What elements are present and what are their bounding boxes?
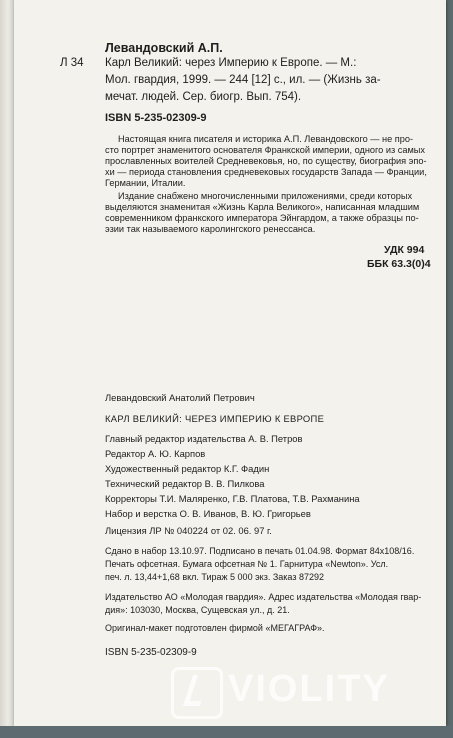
card-annotation-1-line-5: Германии, Италии. — [105, 178, 186, 188]
card-annotation-1-line-3: прославленных воителей Средневековья, но, по существу, биография эпо- — [105, 156, 427, 166]
imprint-license: Лицензия ЛР № 040224 от 02. 06. 97 г. — [105, 525, 272, 536]
card-author-heading: Левандовский А.П. — [105, 41, 223, 55]
imprint-staff-3: Художественный редактор К.Г. Фадин — [105, 463, 270, 474]
card-bbk: ББК 63.3(0)4 — [367, 258, 431, 270]
card-entry-line-3: мечат. людей. Сер. биогр. Вып. 754). — [105, 91, 302, 103]
imprint-print-info-1: Сдано в набор 13.10.97. Подписано в печать 01.04.98. Формат 84х108/16. — [105, 546, 415, 556]
card-entry-line-1: Карл Великий: через Империю к Европе. — М.: — [105, 57, 357, 69]
card-annotation-2-line-2: выделяются знаменитая «Жизнь Карла Великого», написанная младшим — [105, 202, 420, 212]
imprint-title: КАРЛ ВЕЛИКИЙ: ЧЕРЕЗ ИМПЕРИЮ К ЕВРОПЕ — [105, 413, 325, 424]
imprint-layout-credit: Оригинал-макет подготовлен фирмой «МЕГАГРАФ». — [105, 623, 325, 633]
card-annotation-1-line-4: хи — периода становления средневековых государств Запада — Франции, — [105, 167, 427, 177]
imprint-publisher-2: дия»: 103030, Москва, Сущевская ул., д. 21. — [105, 605, 290, 615]
card-isbn: ISBN 5-235-02309-9 — [105, 112, 207, 124]
imprint-staff-5: Корректоры Т.И. Маляренко, Г.В. Платова, Т.В. Рахманина — [105, 493, 360, 504]
imprint-author: Левандовский Анатолий Петрович — [105, 392, 255, 403]
imprint-staff-6: Набор и верстка О. В. Иванов, В. Ю. Григорьев — [105, 508, 311, 519]
card-annotation-1-line-1: Настоящая книга писателя и историка А.П. Левандовского — не про- — [118, 134, 414, 144]
watermark-text: VIOLITY — [228, 668, 390, 710]
card-annotation-2-line-4: эзии так называемого каролингского ренессанса. — [105, 224, 316, 234]
card-entry-line-2: Мол. гвардия, 1999. — 244 [12] с., ил. — (Жизнь за- — [105, 74, 381, 86]
card-annotation-1-line-2: сто портрет знаменитого основателя Франкской империи, одного из самых — [105, 145, 425, 155]
imprint-publisher-1: Издательство АО «Молодая гвардия». Адрес издательства «Молодая гвар- — [105, 592, 422, 602]
imprint-staff-1: Главный редактор издательства А. В. Петров — [105, 433, 303, 444]
table-surface — [0, 726, 453, 738]
imprint-print-info-2: Печать офсетная. Бумага офсетная № 1. Гарнитура «Newton». Усл. — [105, 559, 389, 569]
imprint-isbn: ISBN 5-235-02309-9 — [105, 647, 197, 658]
imprint-staff-4: Технический редактор В. В. Пилкова — [105, 478, 265, 489]
imprint-staff-2: Редактор А. Ю. Карпов — [105, 448, 206, 459]
card-annotation-2-line-3: современником франкского императора Эйнгардом, а также образцы по- — [105, 213, 419, 223]
card-index-code: Л 34 — [60, 57, 84, 69]
card-udk: УДК 994 — [384, 244, 425, 256]
book-page — [14, 0, 446, 726]
card-annotation-2-line-1: Издание снабжено многочисленными приложениями, среди которых — [118, 191, 413, 201]
imprint-print-info-3: печ. л. 13,44+1,68 вкл. Тираж 5 000 экз. Заказ 87292 — [105, 572, 324, 582]
